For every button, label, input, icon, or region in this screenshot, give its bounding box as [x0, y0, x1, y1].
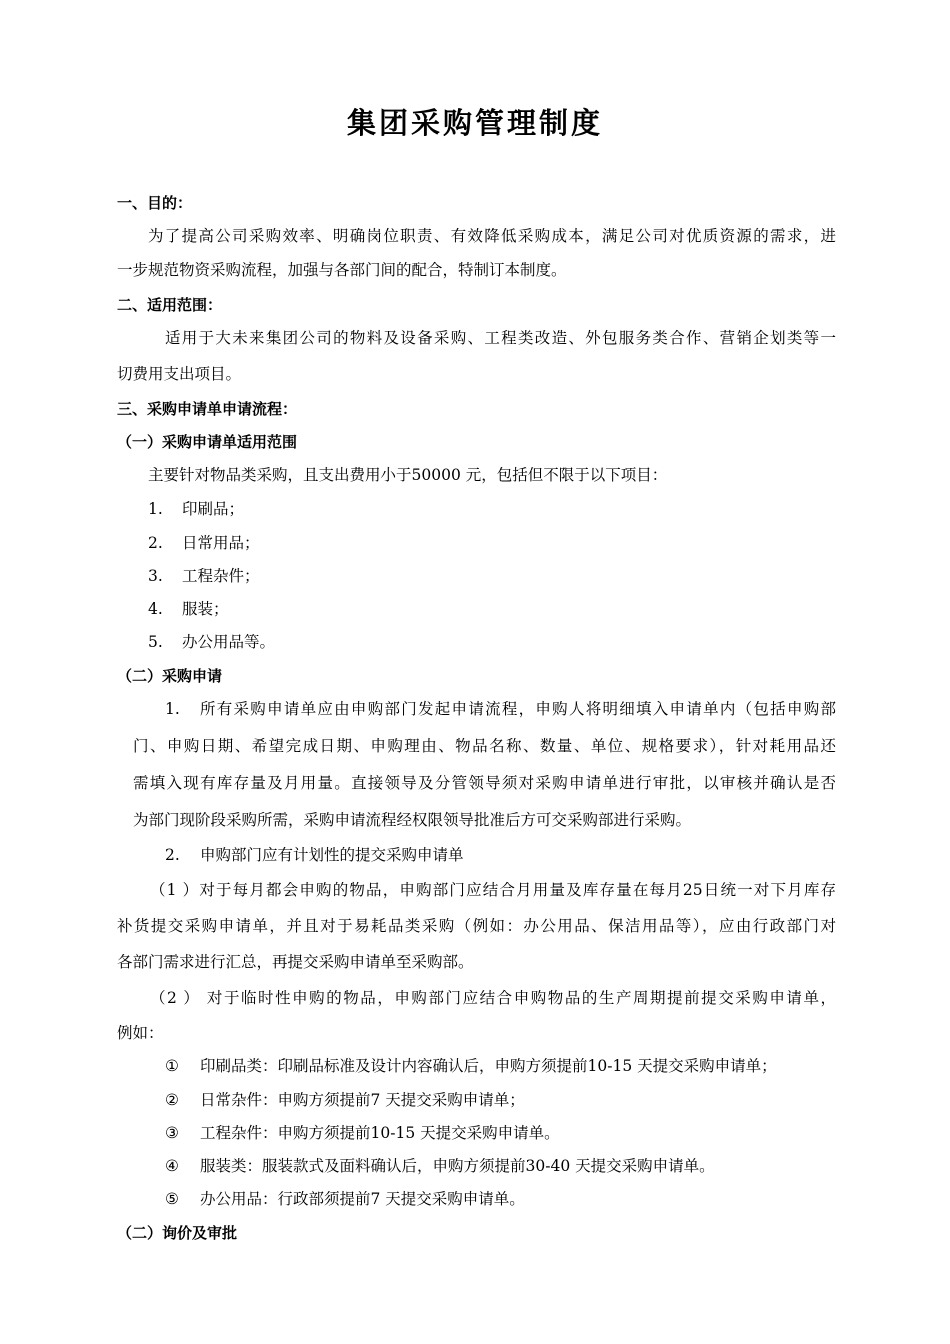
temporary-clause-line-2: 例如： [117, 1024, 164, 1042]
circled-item-number: ① [165, 1057, 179, 1075]
document-title: 集团采购管理制度 [346, 106, 603, 140]
application-paragraph-line-2: 门、申购日期、希望完成日期、申购理由、物品名称、数量、单位、规格要求），针对耗用品还 [133, 737, 836, 755]
application-paragraph-line-1: 所有采购申请单应由申购部门发起申请流程，申购人将明细填入申请单内（包括申购部 [200, 700, 836, 718]
circled-item-number: ④ [165, 1157, 179, 1175]
planning-paragraph: 申购部门应有计划性的提交采购申请单 [200, 846, 464, 864]
monthly-clause-line-2: 补货提交采购申请单，并且对于易耗品类采购（例如：办公用品、保洁用品等），应由行政部门对 [117, 917, 836, 935]
purpose-paragraph-line-2: 一步规范物资采购流程，加强与各部门间的配合，特制订本制度。 [117, 261, 567, 279]
subsection-intro: 主要针对物品类采购，且支出费用小于50000 元，包括但不限于以下项目： [148, 466, 668, 484]
circled-item-text: 工程杂件：申购方须提前10-15 天提交采购申请单。 [200, 1124, 560, 1142]
list-item-number: 3. [148, 567, 163, 585]
subsection-heading-inquiry: （二）询价及审批 [117, 1224, 238, 1242]
list-item-number: 1. [148, 500, 163, 518]
paragraph-number: 2. [165, 846, 180, 864]
scope-paragraph-line-2: 切费用支出项目。 [117, 365, 242, 383]
list-item-text: 办公用品等。 [182, 633, 276, 651]
application-paragraph-line-4: 为部门现阶段采购所需，采购申请流程经权限领导批准后方可交采购部进行采购。 [133, 811, 692, 829]
circled-item-text: 服装类：服装款式及面料确认后，申购方须提前30-40 天提交采购申请单。 [200, 1157, 715, 1175]
circled-item-number: ③ [165, 1124, 179, 1142]
paragraph-number: 1. [165, 700, 180, 718]
list-item-text: 工程杂件； [182, 567, 260, 585]
subsection-heading-application: （二）采购申请 [117, 667, 223, 685]
subsection-heading-scope: （一）采购申请单适用范围 [117, 433, 298, 451]
list-item-text: 印刷品； [182, 500, 245, 518]
circled-item-number: ⑤ [165, 1190, 179, 1208]
monthly-clause-line-1: （1 ）对于每月都会申购的物品，申购部门应结合月用量及库存量在每月25日统一对下月库存 [150, 881, 836, 899]
circled-item-text: 日常杂件：申购方须提前7 天提交采购申请单； [200, 1091, 525, 1109]
circled-item-text: 印刷品类：印刷品标准及设计内容确认后，申购方须提前10-15 天提交采购申请单； [200, 1057, 777, 1075]
monthly-clause-line-3: 各部门需求进行汇总，再提交采购申请单至采购部。 [117, 953, 474, 971]
list-item-number: 5. [148, 633, 163, 651]
section-heading-procedure: 三、采购申请单申请流程： [117, 400, 298, 418]
list-item-text: 服装； [182, 600, 229, 618]
temporary-clause-line-1: （2 ） 对于临时性申购的物品，申购部门应结合申购物品的生产周期提前提交采购申请单， [150, 989, 836, 1007]
section-heading-scope: 二、适用范围： [117, 296, 223, 314]
circled-item-number: ② [165, 1091, 179, 1109]
purpose-paragraph-line-1: 为了提高公司采购效率、明确岗位职责、有效降低采购成本，满足公司对优质资源的需求，进 [148, 227, 836, 245]
application-paragraph-line-3: 需填入现有库存量及月用量。直接领导及分管领导须对采购申请单进行审批，以审核并确认是否 [133, 774, 836, 792]
list-item-number: 4. [148, 600, 163, 618]
list-item-number: 2. [148, 534, 163, 552]
section-heading-purpose: 一、目的： [117, 194, 193, 212]
list-item-text: 日常用品； [182, 534, 260, 552]
scope-paragraph-line-1: 适用于大未来集团公司的物料及设备采购、工程类改造、外包服务类合作、营销企划类等一 [165, 329, 836, 347]
circled-item-text: 办公用品：行政部须提前7 天提交采购申请单。 [200, 1190, 525, 1208]
